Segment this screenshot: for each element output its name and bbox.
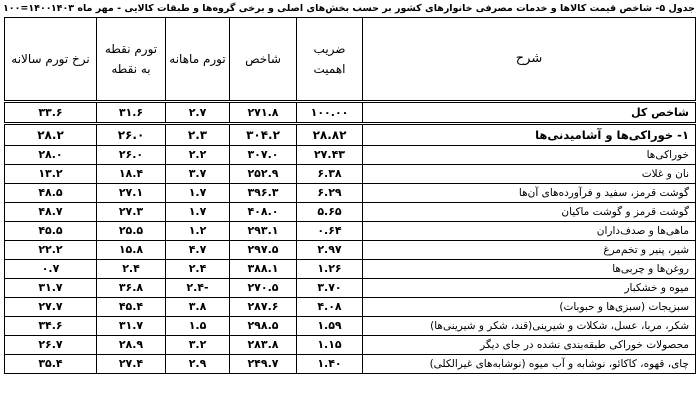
header-description: شرح bbox=[363, 18, 696, 102]
header-weight-line2: اهمیت bbox=[313, 62, 346, 76]
cell-index: ۴۰۸.۰ bbox=[230, 203, 297, 222]
cell-weight: ۳.۷۰ bbox=[297, 279, 363, 298]
cell-index: ۳۹۶.۳ bbox=[230, 184, 297, 203]
cell-p2p: ۳۱.۷ bbox=[97, 317, 166, 336]
base-year-note: ۱۴۰۰=۱۰۰ bbox=[3, 3, 52, 14]
cell-monthly: ۲.۹ bbox=[166, 355, 230, 374]
header-annual: نرخ تورم سالانه bbox=[5, 18, 97, 102]
cell-monthly: ۱.۷ bbox=[166, 203, 230, 222]
cell-annual: ۴۸.۵ bbox=[5, 184, 97, 203]
cell-p2p: ۲۷.۳ bbox=[97, 203, 166, 222]
cell-monthly: ۳.۷ bbox=[166, 165, 230, 184]
cell-weight: ۱.۲۶ bbox=[297, 260, 363, 279]
table-row bbox=[5, 317, 696, 336]
cell-p2p: ۲۷.۱ bbox=[97, 184, 166, 203]
cell-desc: شاخص کل bbox=[363, 102, 696, 124]
cell-desc: روغن‌ها و چربی‌ها bbox=[363, 260, 696, 279]
cell-weight: ۲۷.۴۳ bbox=[297, 146, 363, 165]
header-index: شاخص bbox=[230, 18, 297, 102]
cell-index: ۲۸۷.۶ bbox=[230, 298, 297, 317]
cell-weight: ۲۸.۸۲ bbox=[297, 124, 363, 146]
cell-annual: ۳۵.۴ bbox=[5, 355, 97, 374]
table-row bbox=[5, 146, 696, 165]
cell-monthly: ۱.۵ bbox=[166, 317, 230, 336]
table-row bbox=[5, 102, 696, 124]
cell-desc: گوشت قرمز و گوشت ماکیان bbox=[363, 203, 696, 222]
header-weight bbox=[297, 18, 363, 102]
cell-monthly: ۲.۳ bbox=[166, 124, 230, 146]
cell-desc: سبزیجات (سبزی‌ها و حبوبات) bbox=[363, 298, 696, 317]
cell-desc: خوراکی‌ها bbox=[363, 146, 696, 165]
cell-index: ۲۸۳.۸ bbox=[230, 336, 297, 355]
cell-weight: ۱۰۰.۰۰ bbox=[297, 102, 363, 124]
cell-weight: ۰.۶۴ bbox=[297, 222, 363, 241]
table-row bbox=[5, 222, 696, 241]
cell-annual: ۲۸.۲ bbox=[5, 124, 97, 146]
cell-weight: ۶.۲۹ bbox=[297, 184, 363, 203]
cell-annual: ۲۸.۰ bbox=[5, 146, 97, 165]
cell-p2p: ۱۸.۴ bbox=[97, 165, 166, 184]
cell-annual: ۲۲.۲ bbox=[5, 241, 97, 260]
cell-desc: گوشت قرمز، سفید و فرآورده‌های آن‌ها bbox=[363, 184, 696, 203]
cell-monthly: ۲.۴ bbox=[166, 260, 230, 279]
cell-index: ۳۸۸.۱ bbox=[230, 260, 297, 279]
cell-p2p: ۱۵.۸ bbox=[97, 241, 166, 260]
cell-monthly: ۳.۸ bbox=[166, 298, 230, 317]
table-body bbox=[5, 102, 696, 374]
cell-annual: ۰.۷ bbox=[5, 260, 97, 279]
header-p2p-line1: تورم نقطه bbox=[104, 42, 158, 56]
table-row bbox=[5, 184, 696, 203]
cell-index: ۲۷۰.۵ bbox=[230, 279, 297, 298]
table-row bbox=[5, 165, 696, 184]
cell-desc: نان و غلات bbox=[363, 165, 696, 184]
cell-index: ۲۹۷.۵ bbox=[230, 241, 297, 260]
table-row bbox=[5, 355, 696, 374]
cell-desc: میوه و خشکبار bbox=[363, 279, 696, 298]
cell-p2p: ۳۶.۸ bbox=[97, 279, 166, 298]
cell-index: ۲۵۲.۹ bbox=[230, 165, 297, 184]
cell-index: ۲۷۱.۸ bbox=[230, 102, 297, 124]
cell-monthly: ۳.۲ bbox=[166, 336, 230, 355]
cell-annual: ۲۶.۷ bbox=[5, 336, 97, 355]
cell-desc: شیر، پنیر و تخم‌مرغ bbox=[363, 241, 696, 260]
cell-monthly: ۲.۲ bbox=[166, 146, 230, 165]
cell-p2p: ۲۶.۰ bbox=[97, 146, 166, 165]
cell-weight: ۵.۶۵ bbox=[297, 203, 363, 222]
table-row bbox=[5, 279, 696, 298]
table-row bbox=[5, 241, 696, 260]
cell-p2p: ۲۶.۰ bbox=[97, 124, 166, 146]
cell-annual: ۴۵.۵ bbox=[5, 222, 97, 241]
cell-weight: ۱.۱۵ bbox=[297, 336, 363, 355]
cell-p2p: ۲۵.۵ bbox=[97, 222, 166, 241]
cell-desc: ماهی‌ها و صدف‌داران bbox=[363, 222, 696, 241]
cell-weight: ۲.۹۷ bbox=[297, 241, 363, 260]
header-weight-line1: ضریب bbox=[313, 42, 346, 56]
table-caption: جدول ۵- شاخص قیمت کالاها و خدمات مصرفی خانوارهای کشور بر حسب بخش‌های اصلی و برخی گروه‌ها و طبقات کالایی - مهر ماه ۱۴۰۳ bbox=[50, 3, 695, 14]
table-row bbox=[5, 336, 696, 355]
cell-p2p: ۳۱.۶ bbox=[97, 102, 166, 124]
header-p2p bbox=[97, 18, 166, 102]
header-monthly: تورم ماهانه bbox=[166, 18, 230, 102]
table-row bbox=[5, 203, 696, 222]
cell-annual: ۱۳.۲ bbox=[5, 165, 97, 184]
cell-monthly: -۲.۴ bbox=[166, 279, 230, 298]
cell-index: ۲۴۹.۷ bbox=[230, 355, 297, 374]
cell-desc: ۱- خوراکی‌ها و آشامیدنی‌ها bbox=[363, 124, 696, 146]
cell-annual: ۲۷.۷ bbox=[5, 298, 97, 317]
cell-annual: ۴۸.۷ bbox=[5, 203, 97, 222]
cell-weight: ۶.۳۸ bbox=[297, 165, 363, 184]
cell-p2p: ۲.۴ bbox=[97, 260, 166, 279]
table-row bbox=[5, 260, 696, 279]
cell-monthly: ۱.۷ bbox=[166, 184, 230, 203]
cell-desc: چای، قهوه، کاکائو، نوشابه و آب میوه (نوشابه‌های غیرالکلی) bbox=[363, 355, 696, 374]
header-p2p-line2: به نقطه bbox=[111, 62, 151, 76]
cell-p2p: ۴۵.۴ bbox=[97, 298, 166, 317]
cell-weight: ۱.۴۰ bbox=[297, 355, 363, 374]
cpi-table bbox=[4, 17, 696, 374]
caption-row bbox=[0, 0, 699, 18]
cell-desc: شکر، مربا، عسل، شکلات و شیرینی(قند، شکر و شیرینی‌ها) bbox=[363, 317, 696, 336]
cell-annual: ۳۳.۶ bbox=[5, 102, 97, 124]
cell-index: ۲۹۳.۱ bbox=[230, 222, 297, 241]
cell-desc: محصولات خوراکی طبقه‌بندی نشده در جای دیگر bbox=[363, 336, 696, 355]
cell-index: ۲۹۸.۵ bbox=[230, 317, 297, 336]
cell-weight: ۱.۵۹ bbox=[297, 317, 363, 336]
cell-annual: ۳۴.۶ bbox=[5, 317, 97, 336]
cell-weight: ۴.۰۸ bbox=[297, 298, 363, 317]
cell-index: ۳۰۷.۰ bbox=[230, 146, 297, 165]
cell-p2p: ۲۷.۴ bbox=[97, 355, 166, 374]
cell-index: ۳۰۴.۲ bbox=[230, 124, 297, 146]
cell-monthly: ۱.۲ bbox=[166, 222, 230, 241]
cell-annual: ۳۱.۷ bbox=[5, 279, 97, 298]
table-row bbox=[5, 298, 696, 317]
table-row bbox=[5, 124, 696, 146]
cell-p2p: ۲۸.۹ bbox=[97, 336, 166, 355]
cell-monthly: ۲.۷ bbox=[166, 102, 230, 124]
cell-monthly: ۴.۷ bbox=[166, 241, 230, 260]
header-row bbox=[5, 18, 696, 102]
